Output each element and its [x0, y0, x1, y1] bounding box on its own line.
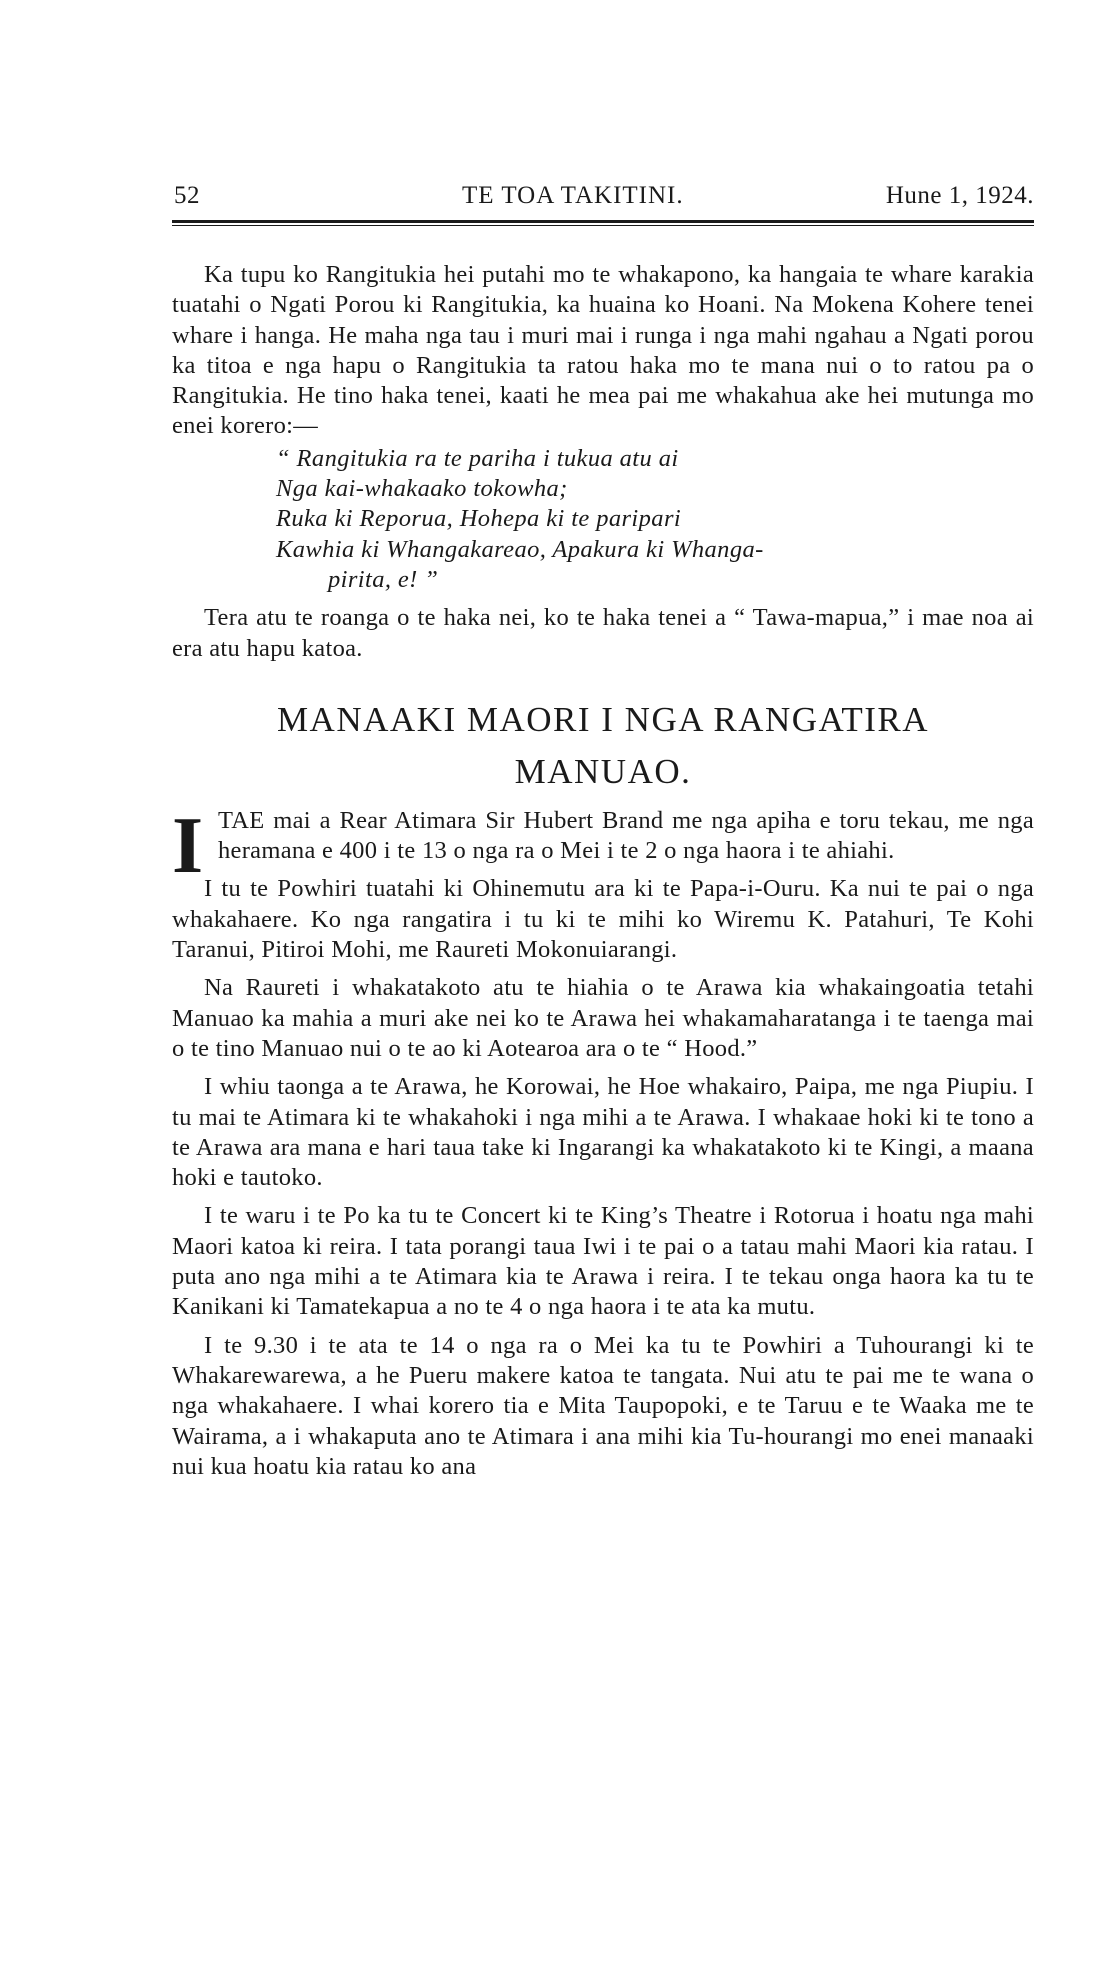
article-paragraph: I te waru i te Po ka tu te Concert ki te King’s Theatre i Rotorua i hoatu nga mahi Maori katoa ki reira. I tata porangi taua Iwi i te pai o a tatau mahi Maori kia ratau. I puta ano nga mihi a te Atimara kia te Arawa i reira. I te tekau onga haora ka tu te Kanikani ki Tamatekapua a no te 4 o nga haora i te ata ka mutu.: [172, 1202, 1034, 1321]
article-paragraph: Na Raureti i whakatakoto atu te hiahia o te Arawa kia whakaingoatia tetahi Manuao ka mahia a muri ake nei ko te Arawa hei whakamaharatanga i te taenga mai o te tino Manuao nui o te ao ki Aotearoa ara o te “ Hood.”: [172, 974, 1034, 1062]
article-paragraph: I te 9.30 i te ata te 14 o nga ra o Mei ka tu te Powhiri a Tuhourangi ki te Whakarewarewa, a he Pueru makere katoa te tangata. Nui atu te pai me te wana o nga whakahaere. I whai korero tia e Mita Taupopoki, e te Taruu e te Waaka me te Wairama, a i whakaputa ano te Atimara i ana mihi kia Tu-hourangi mo enei manaaki nui kua hoatu kia ratau ko ana: [172, 1331, 1034, 1480]
article-heading: [172, 694, 1034, 798]
running-header: [172, 182, 1034, 212]
intro-closing-paragraph: Tera atu te roanga o te haka nei, ko te haka tenei a “ Tawa-mapua,” i mae noa ai era atu hapu katoa.: [172, 604, 1034, 662]
opening-paragraph: [172, 801, 1034, 890]
article-paragraph: I whiu taonga a te Arawa, he Korowai, he Hoe whakairo, Paipa, me nga Piupiu. I tu mai te Atimara ki te whakahoki i nga mihi a te Arawa. I whakaae hoki ki te tono a te Arawa ara mana e hari taua take ki Ingarangi ka whakatakoto ki te Kingi, a maana hoki e tautoko.: [172, 1073, 1034, 1192]
article-body: [172, 260, 1034, 1482]
verse-line: pirita, e! ”: [328, 565, 439, 593]
intro-paragraph: Ka tupu ko Rangitukia hei putahi mo te whakapono, ka hangaia te whare karakia tuatahi o Ngati Porou ki Rangitukia, ka huaina ko Hoani. Na Mokena Kohere tenei whare i hanga. He maha nga tau i muri mai i runga i nga mahi ngahau a Ngati porou ka titoa e nga hapu o Rangitukia ta ratou haka mo te mana nui o to ratou pa o Rangitukia. He tino haka tenei, kaati he mea pai me whakahua ake hei mutunga mo enei korero:—: [172, 261, 1034, 440]
verse-line: Kawhia ki Whangakareao, Apakura ki Whanga-: [276, 535, 764, 563]
header-rule-thin: [172, 225, 1034, 226]
header-rule: [172, 220, 1034, 223]
article-heading-line: MANUAO.: [514, 751, 692, 791]
publication-title: TE TOA TAKITINI.: [462, 182, 684, 209]
article-paragraph: I tu te Powhiri tuatahi ki Ohinemutu ara ki te Papa-i-Ouru. Ka nui te pai o nga whakahaere. Ko nga rangatira i tu ki te mihi ko Wiremu K. Patahuri, Te Kohi Taranui, Pitiroi Mohi, me Raureti Mokonuiarangi.: [172, 875, 1034, 964]
verse-line: Nga kai-whakaako tokowha;: [276, 475, 568, 503]
verse-line: Ruka ki Reporua, Hohepa ki te paripari: [276, 505, 682, 533]
verse-line: “ Rangitukia ra te pariha i tukua atu ai: [276, 444, 679, 472]
drop-cap: I: [172, 801, 204, 890]
haka-verse: [276, 444, 1034, 595]
page-number: 52: [174, 182, 200, 209]
opening-paragraph-text: TAE mai a Rear Atimara Sir Hubert Brand me nga apiha e toru tekau, me nga heramana e 400 i te 13 o nga ra o Mei i te 2 o nga haora i te ahiahi.: [218, 806, 1034, 865]
issue-date: Hune 1, 1924.: [885, 182, 1034, 209]
document-page: [172, 182, 1034, 1482]
article-heading-line: MANAAKI MAORI I NGA RANGATIRA: [276, 699, 930, 739]
